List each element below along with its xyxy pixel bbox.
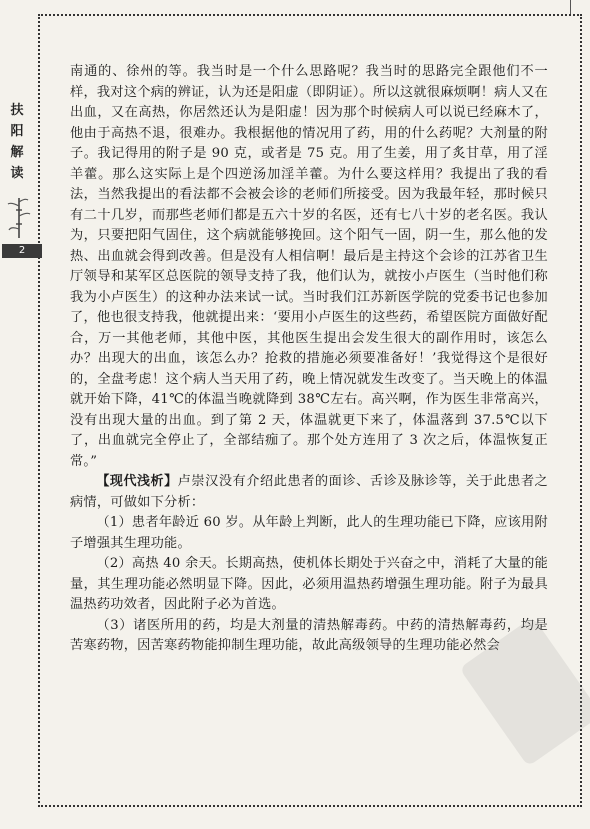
body-text — [70, 62, 548, 657]
paragraph: （2）高热 40 余天。长期高热，使机体长期处于兴奋之中，消耗了大量的能量，其生理功能必然明显下降。因此，必须用温热药增强生理功能。附子为最具温热药功效者，因此附子必为首选。 — [70, 556, 548, 612]
running-title-char: 解 — [10, 145, 24, 160]
paragraph: 南通的、徐州的等。我当时是一个什么思路呢？我当时的思路完全跟他们不一样，我对这个病的辨证，认为还是阳虚（即阴证）。所以这就很麻烦啊！病人又在出血，又在高热，你居然还认为是阳虚！因为那个时候病人可以说已经麻木了，他由于高热不退，很难办。我根据他的情况用了药，用的什么药呢？大剂量的附子。我记得用的附子是 90 克，或者是 75 克。用了生姜，用了炙甘草，用了淫羊藿。那么这实际上是个四逆汤加淫羊藿。为什么要这样用？我提出了我的看法，当然我提出的看法都不会被会诊的老师们所接受。因为我最年轻，那时候只有二十几岁，而那些老师们都是五六十岁的名医，还有七八十岁的老名医。我认为，只要把阳气固住，这个病就能够挽回。这个阳气一固，阴一生，那么他的发热、出血就会得到改善。但是没有人相信啊！最后是主持这个会诊的江苏省卫生厅领导和某军区总医院的领导支持了我，他们认为，就按小卢医生（当时他们称我为小卢医生）的这种办法来试一试。当时我们江苏新医学院的党委书记也参加了，他也很支持我，他就提出来：‘要用小卢医生的这些药，希望医院方面做好配合，万一其他老师，其他中医，其他医生提出会发生很大的副作用时，该怎么办？出现大的出血，该怎么办？抢救的措施必须要准备好！’我觉得这个是很好的，全盘考虑！这个病人当天用了药，晚上情况就发生改变了。当天晚上的体温就开始下降，41℃的体温当晚就降到 38℃左右。高兴啊，作为医生非常高兴，没有出现大量的出血。到了第 2 天，体温就更下来了，体温落到 37.5℃以下了，出血就完全停止了，全部结痂了。那个处方连用了 3 次之后，体温恢复正常。” — [70, 64, 548, 469]
paragraph — [70, 472, 548, 513]
page-border-top — [38, 14, 582, 16]
section-label: 【现代浅析】 — [96, 474, 178, 489]
page-border-bottom — [38, 805, 582, 807]
running-title-char: 读 — [10, 166, 24, 181]
running-title-char: 扶 — [10, 103, 24, 118]
running-title-char: 阳 — [10, 124, 24, 139]
running-title — [4, 100, 30, 184]
page-number: 2 — [2, 244, 42, 258]
page-border-left — [38, 14, 40, 807]
paragraph: （1）患者年龄近 60 岁。从年龄上判断，此人的生理功能已下降，应该用附子增强其生理功能。 — [70, 515, 548, 551]
paragraph: （3）诸医所用的药，均是大剂量的清热解毒药。中药的清热解毒药，均是苦寒药物，因苦寒药物能抑制生理功能，故此高级领导的生理功能必然会 — [70, 617, 548, 653]
section-intro: 卢崇汉没有介绍此患者的面诊、舌诊及脉诊等，关于此患者之病情，可做如下分析： — [70, 474, 548, 510]
corner-mark — [570, 0, 581, 14]
page-border-right — [580, 14, 582, 807]
bamboo-icon — [6, 196, 32, 240]
